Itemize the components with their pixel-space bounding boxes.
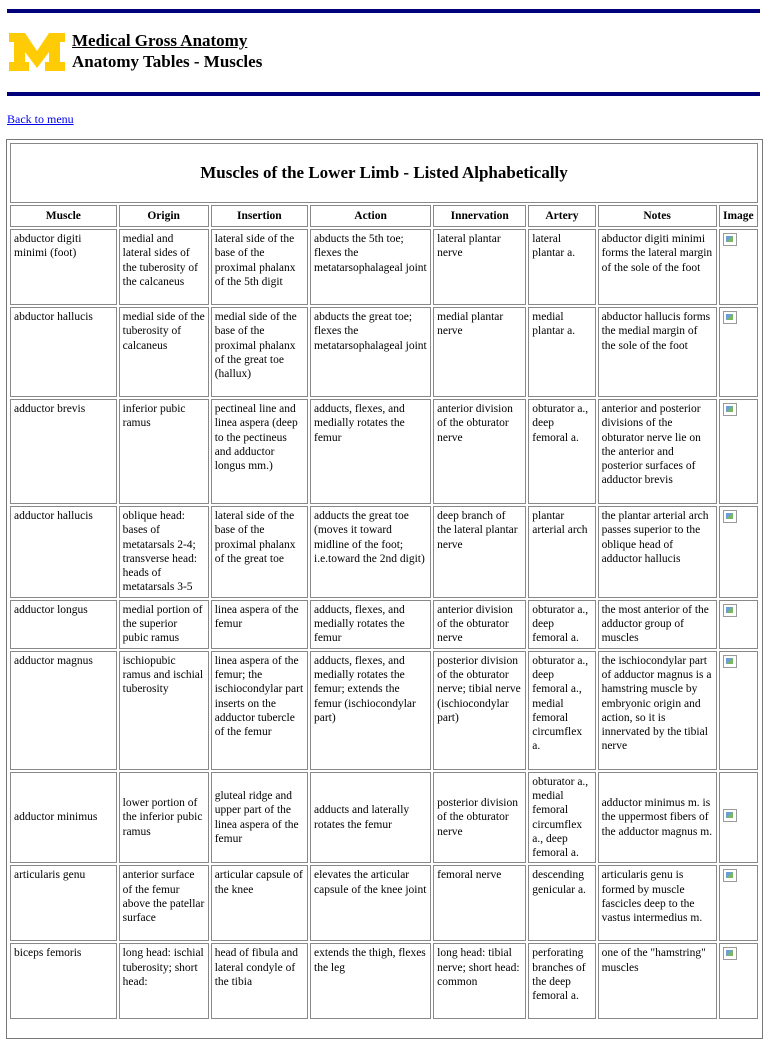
cell-image <box>719 307 758 397</box>
cell-image <box>719 229 758 305</box>
muscle-table <box>8 203 760 1021</box>
cell-innervation: long head: tibial nerve; short head: common <box>433 943 526 1019</box>
col-header-notes: Notes <box>598 205 717 227</box>
cell-notes: abductor hallucis forms the medial margin of the sole of the foot <box>598 307 717 397</box>
cell-insertion: lateral side of the base of the proximal phalanx of the 5th digit <box>211 229 308 305</box>
cell-insertion: articular capsule of the knee <box>211 865 308 941</box>
cell-action: adducts, flexes, and medially rotates the femur <box>310 600 431 649</box>
cell-action: extends the thigh, flexes the leg <box>310 943 431 1019</box>
cell-muscle: adductor brevis <box>10 399 117 504</box>
cell-notes: abductor digiti minimi forms the lateral margin of the sole of the foot <box>598 229 717 305</box>
cell-muscle: abductor hallucis <box>10 307 117 397</box>
cell-muscle: articularis genu <box>10 865 117 941</box>
cell-origin: ischiopubic ramus and ischial tuberosity <box>119 651 209 770</box>
cell-origin: oblique head: bases of metatarsals 2-4; transverse head: heads of metatarsals 3-5 <box>119 506 209 598</box>
cell-innervation: posterior division of the obturator nerve <box>433 772 526 864</box>
broken-image-icon[interactable] <box>723 869 737 882</box>
cell-insertion: lateral side of the base of the proximal phalanx of the great toe <box>211 506 308 598</box>
cell-notes: the plantar arterial arch passes superior to the oblique head of adductor hallucis <box>598 506 717 598</box>
cell-origin: inferior pubic ramus <box>119 399 209 504</box>
michigan-m-logo <box>8 31 66 73</box>
header-titles <box>72 31 262 73</box>
cell-muscle: adductor minimus <box>10 772 117 864</box>
cell-action: adducts, flexes, and medially rotates the femur; extends the femur (ischiocondylar part) <box>310 651 431 770</box>
cell-action: elevates the articular capsule of the knee joint <box>310 865 431 941</box>
cell-image <box>719 399 758 504</box>
cell-artery: obturator a., deep femoral a. <box>528 600 595 649</box>
cell-image <box>719 651 758 770</box>
table-row <box>10 307 758 397</box>
cell-origin: long head: ischial tuberosity; short head: <box>119 943 209 1019</box>
cell-origin: lower portion of the inferior pubic ramus <box>119 772 209 864</box>
table-row <box>10 229 758 305</box>
table-row <box>10 651 758 770</box>
cell-image <box>719 772 758 864</box>
cell-innervation: anterior division of the obturator nerve <box>433 399 526 504</box>
site-title[interactable]: Medical Gross Anatomy <box>72 31 248 50</box>
broken-image-icon[interactable] <box>723 403 737 416</box>
top-rule <box>7 9 760 13</box>
back-to-menu-link[interactable]: Back to menu <box>7 112 74 126</box>
col-header-image: Image <box>719 205 758 227</box>
cell-innervation: deep branch of the lateral plantar nerve <box>433 506 526 598</box>
cell-origin: anterior surface of the femur above the patellar surface <box>119 865 209 941</box>
broken-image-icon[interactable] <box>723 510 737 523</box>
col-header-origin: Origin <box>119 205 209 227</box>
cell-origin: medial side of the tuberosity of calcaneus <box>119 307 209 397</box>
cell-artery: obturator a., medial femoral circumflex a., deep femoral a. <box>528 772 595 864</box>
table-row <box>10 506 758 598</box>
cell-artery: medial plantar a. <box>528 307 595 397</box>
table-row <box>10 399 758 504</box>
cell-artery: descending genicular a. <box>528 865 595 941</box>
cell-image <box>719 943 758 1019</box>
broken-image-icon[interactable] <box>723 604 737 617</box>
cell-insertion: linea aspera of the femur <box>211 600 308 649</box>
cell-origin: medial and lateral sides of the tuberosity of the calcaneus <box>119 229 209 305</box>
cell-image <box>719 506 758 598</box>
broken-image-icon[interactable] <box>723 655 737 668</box>
cell-action: adducts, flexes, and medially rotates the femur <box>310 399 431 504</box>
broken-image-icon[interactable] <box>723 809 737 822</box>
cell-action: abducts the great toe; flexes the metatarsophalageal joint <box>310 307 431 397</box>
broken-image-icon[interactable] <box>723 233 737 246</box>
cell-notes: the ischiocondylar part of adductor magnus is a hamstring muscle by embryonic origin and action, so it is innervated by the tibial nerve <box>598 651 717 770</box>
cell-image <box>719 865 758 941</box>
cell-action: adducts the great toe (moves it toward midline of the foot; i.e.toward the 2nd digit) <box>310 506 431 598</box>
cell-image <box>719 600 758 649</box>
table-row <box>10 772 758 864</box>
cell-action: abducts the 5th toe; flexes the metatarsophalageal joint <box>310 229 431 305</box>
cell-artery: plantar arterial arch <box>528 506 595 598</box>
table-row <box>10 943 758 1019</box>
table-caption: Muscles of the Lower Limb - Listed Alphabetically <box>10 143 758 203</box>
broken-image-icon[interactable] <box>723 947 737 960</box>
cell-muscle: adductor longus <box>10 600 117 649</box>
muscle-table-container <box>6 139 763 1039</box>
cell-insertion: pectineal line and linea aspera (deep to the pectineus and adductor longus mm.) <box>211 399 308 504</box>
cell-muscle: abductor digiti minimi (foot) <box>10 229 117 305</box>
cell-artery: lateral plantar a. <box>528 229 595 305</box>
cell-artery: obturator a., deep femoral a., medial femoral circumflex a. <box>528 651 595 770</box>
col-header-insertion: Insertion <box>211 205 308 227</box>
page-subtitle: Anatomy Tables - Muscles <box>72 52 263 71</box>
cell-muscle: biceps femoris <box>10 943 117 1019</box>
cell-insertion: linea aspera of the femur; the ischiocondylar part inserts on the adductor tubercle of the femur <box>211 651 308 770</box>
cell-innervation: femoral nerve <box>433 865 526 941</box>
page-header <box>8 31 262 75</box>
cell-innervation: medial plantar nerve <box>433 307 526 397</box>
broken-image-icon[interactable] <box>723 311 737 324</box>
cell-notes: anterior and posterior divisions of the obturator nerve lie on the anterior and posterior surfaces of adductor brevis <box>598 399 717 504</box>
cell-muscle: adductor magnus <box>10 651 117 770</box>
col-header-innervation: Innervation <box>433 205 526 227</box>
cell-muscle: adductor hallucis <box>10 506 117 598</box>
cell-notes: articularis genu is formed by muscle fascicles deep to the vastus intermedius m. <box>598 865 717 941</box>
col-header-muscle: Muscle <box>10 205 117 227</box>
cell-artery: perforating branches of the deep femoral a. <box>528 943 595 1019</box>
cell-insertion: head of fibula and lateral condyle of the tibia <box>211 943 308 1019</box>
cell-artery: obturator a., deep femoral a. <box>528 399 595 504</box>
cell-action: adducts and laterally rotates the femur <box>310 772 431 864</box>
col-header-action: Action <box>310 205 431 227</box>
cell-insertion: medial side of the base of the proximal phalanx of the great toe (hallux) <box>211 307 308 397</box>
cell-notes: the most anterior of the adductor group of muscles <box>598 600 717 649</box>
col-header-artery: Artery <box>528 205 595 227</box>
cell-notes: one of the "hamstring" muscles <box>598 943 717 1019</box>
cell-insertion: gluteal ridge and upper part of the linea aspera of the femur <box>211 772 308 864</box>
cell-notes: adductor minimus m. is the uppermost fibers of the adductor magnus m. <box>598 772 717 864</box>
bottom-rule <box>7 92 760 96</box>
cell-innervation: anterior division of the obturator nerve <box>433 600 526 649</box>
cell-innervation: posterior division of the obturator nerve; tibial nerve (ischiocondylar part) <box>433 651 526 770</box>
cell-origin: medial portion of the superior pubic ramus <box>119 600 209 649</box>
table-row <box>10 865 758 941</box>
cell-innervation: lateral plantar nerve <box>433 229 526 305</box>
table-row <box>10 600 758 649</box>
table-header-row <box>10 205 758 227</box>
